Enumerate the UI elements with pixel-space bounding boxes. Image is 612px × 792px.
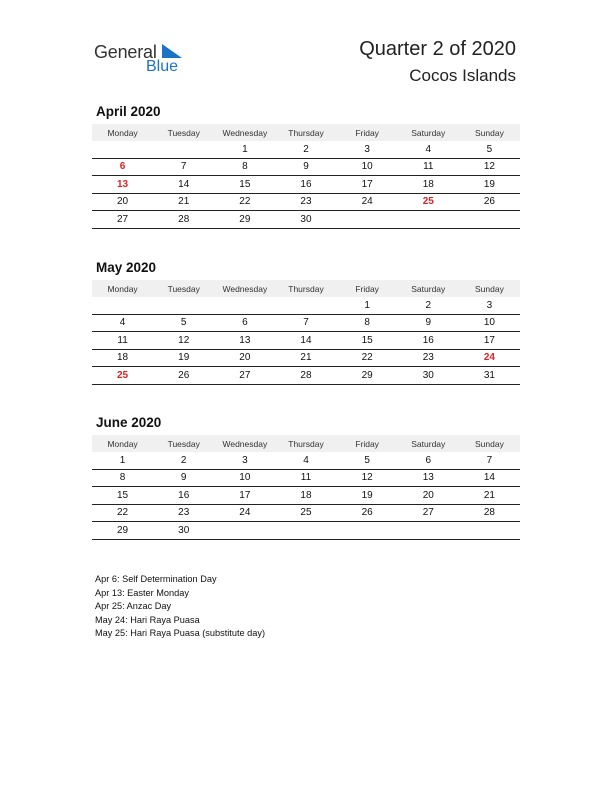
holiday-note: Apr 13: Easter Monday: [95, 587, 189, 598]
day-cell: 23: [153, 504, 214, 522]
weekday-header: Friday: [337, 280, 398, 297]
day-cell: 5: [153, 314, 214, 332]
month-title: April 2020: [96, 104, 161, 119]
week-row: [92, 332, 520, 350]
day-cell: 4: [275, 452, 336, 469]
week-row: [92, 297, 520, 314]
day-cell: 23: [398, 349, 459, 367]
day-cell: 25: [398, 193, 459, 211]
day-cell: 28: [275, 367, 336, 385]
page-title: Quarter 2 of 2020: [359, 38, 516, 60]
day-cell: 4: [398, 141, 459, 158]
calendar-table: [92, 280, 520, 385]
day-cell: 22: [337, 349, 398, 367]
holiday-note: May 24: Hari Raya Puasa: [95, 614, 200, 625]
weekday-header: Wednesday: [214, 435, 275, 452]
day-cell: 7: [459, 452, 520, 469]
day-cell: 20: [398, 487, 459, 505]
day-cell: 26: [459, 193, 520, 211]
day-cell: 12: [337, 469, 398, 487]
day-cell: 10: [337, 158, 398, 176]
day-cell: 26: [337, 504, 398, 522]
day-cell: 3: [459, 297, 520, 314]
day-cell: [92, 141, 153, 158]
month-title: May 2020: [96, 260, 157, 275]
day-cell: [398, 522, 459, 540]
weekday-header: Wednesday: [214, 124, 275, 141]
day-cell: 25: [92, 367, 153, 385]
week-row: [92, 314, 520, 332]
day-cell: 22: [92, 504, 153, 522]
day-cell: 9: [153, 469, 214, 487]
weekday-header: Friday: [337, 435, 398, 452]
day-cell: 2: [153, 452, 214, 469]
brand-logo: [94, 40, 204, 80]
weekday-header: Friday: [337, 124, 398, 141]
week-row: [92, 349, 520, 367]
day-cell: 27: [398, 504, 459, 522]
weekday-header: Tuesday: [153, 124, 214, 141]
week-row: [92, 158, 520, 176]
weekday-header: Thursday: [275, 124, 336, 141]
day-cell: [153, 297, 214, 314]
day-cell: [214, 297, 275, 314]
day-cell: [275, 522, 336, 540]
day-cell: 25: [275, 504, 336, 522]
month-june: [92, 415, 520, 540]
day-cell: 13: [398, 469, 459, 487]
day-cell: 14: [275, 332, 336, 350]
holiday-note: May 25: Hari Raya Puasa (substitute day): [95, 628, 266, 639]
calendar-table: [92, 124, 520, 229]
weekday-header: Sunday: [459, 124, 520, 141]
day-cell: 4: [92, 314, 153, 332]
day-cell: 12: [153, 332, 214, 350]
day-cell: 8: [214, 158, 275, 176]
day-cell: 16: [275, 176, 336, 194]
day-cell: 31: [459, 367, 520, 385]
calendar-table: [92, 435, 520, 540]
day-cell: 9: [275, 158, 336, 176]
day-cell: 15: [214, 176, 275, 194]
week-row: [92, 367, 520, 385]
day-cell: [153, 141, 214, 158]
weekday-header: Sunday: [459, 280, 520, 297]
month-may: [92, 260, 520, 385]
weekday-header: Monday: [92, 124, 153, 141]
logo-general-text: General: [94, 42, 157, 62]
day-cell: 5: [337, 452, 398, 469]
day-cell: 16: [398, 332, 459, 350]
day-cell: 5: [459, 141, 520, 158]
day-cell: [275, 297, 336, 314]
day-cell: 29: [337, 367, 398, 385]
day-cell: 26: [153, 367, 214, 385]
weekday-header: Saturday: [398, 435, 459, 452]
holiday-note: Apr 25: Anzac Day: [95, 601, 172, 612]
day-cell: 27: [92, 211, 153, 229]
day-cell: 1: [214, 141, 275, 158]
day-cell: 18: [92, 349, 153, 367]
week-row: [92, 176, 520, 194]
weekday-header: Tuesday: [153, 280, 214, 297]
day-cell: 20: [214, 349, 275, 367]
day-cell: 27: [214, 367, 275, 385]
weekday-header: Monday: [92, 435, 153, 452]
day-cell: 30: [398, 367, 459, 385]
weekday-header: Saturday: [398, 280, 459, 297]
day-cell: 21: [275, 349, 336, 367]
day-cell: 3: [337, 141, 398, 158]
day-cell: 2: [275, 141, 336, 158]
day-cell: 24: [459, 349, 520, 367]
holiday-note: Apr 6: Self Determination Day: [95, 574, 217, 584]
day-cell: 20: [92, 193, 153, 211]
day-cell: 10: [214, 469, 275, 487]
day-cell: 18: [398, 176, 459, 194]
day-cell: 8: [337, 314, 398, 332]
day-cell: 9: [398, 314, 459, 332]
day-cell: 13: [214, 332, 275, 350]
day-cell: 6: [214, 314, 275, 332]
day-cell: 28: [459, 504, 520, 522]
day-cell: 1: [92, 452, 153, 469]
month-april: [92, 104, 520, 229]
week-row: [92, 452, 520, 469]
week-row: [92, 522, 520, 540]
day-cell: 30: [153, 522, 214, 540]
day-cell: 11: [275, 469, 336, 487]
week-row: [92, 141, 520, 158]
day-cell: 18: [275, 487, 336, 505]
day-cell: 11: [398, 158, 459, 176]
day-cell: 19: [337, 487, 398, 505]
day-cell: [337, 211, 398, 229]
day-cell: 6: [92, 158, 153, 176]
day-cell: 17: [337, 176, 398, 194]
day-cell: [337, 522, 398, 540]
week-row: [92, 469, 520, 487]
day-cell: 29: [214, 211, 275, 229]
day-cell: [459, 211, 520, 229]
day-cell: 3: [214, 452, 275, 469]
holiday-notes: [95, 573, 265, 641]
day-cell: 11: [92, 332, 153, 350]
day-cell: 22: [214, 193, 275, 211]
day-cell: [398, 211, 459, 229]
weekday-header: Wednesday: [214, 280, 275, 297]
day-cell: 30: [275, 211, 336, 229]
day-cell: 17: [214, 487, 275, 505]
day-cell: 24: [214, 504, 275, 522]
day-cell: 17: [459, 332, 520, 350]
day-cell: 21: [153, 193, 214, 211]
week-row: [92, 487, 520, 505]
day-cell: 15: [92, 487, 153, 505]
day-cell: 19: [153, 349, 214, 367]
weekday-header: Saturday: [398, 124, 459, 141]
day-cell: 28: [153, 211, 214, 229]
day-cell: 2: [398, 297, 459, 314]
week-row: [92, 504, 520, 522]
month-title: June 2020: [96, 415, 162, 430]
day-cell: 15: [337, 332, 398, 350]
day-cell: 21: [459, 487, 520, 505]
day-cell: [459, 522, 520, 540]
day-cell: 6: [398, 452, 459, 469]
week-row: [92, 193, 520, 211]
weekday-header: Monday: [92, 280, 153, 297]
weekday-header: Sunday: [459, 435, 520, 452]
day-cell: 29: [92, 522, 153, 540]
day-cell: 7: [275, 314, 336, 332]
weekday-header: Tuesday: [153, 435, 214, 452]
day-cell: [92, 297, 153, 314]
weekday-header: Thursday: [275, 280, 336, 297]
day-cell: 12: [459, 158, 520, 176]
week-row: [92, 211, 520, 229]
day-cell: 14: [459, 469, 520, 487]
day-cell: 24: [337, 193, 398, 211]
day-cell: 8: [92, 469, 153, 487]
day-cell: 23: [275, 193, 336, 211]
day-cell: [214, 522, 275, 540]
day-cell: 1: [337, 297, 398, 314]
page-subtitle: Cocos Islands: [409, 66, 516, 85]
day-cell: 14: [153, 176, 214, 194]
day-cell: 7: [153, 158, 214, 176]
logo-triangle-icon: [160, 44, 182, 58]
day-cell: 19: [459, 176, 520, 194]
day-cell: 16: [153, 487, 214, 505]
day-cell: 10: [459, 314, 520, 332]
weekday-header: Thursday: [275, 435, 336, 452]
day-cell: 13: [92, 176, 153, 194]
logo-blue-text: Blue: [146, 58, 179, 75]
